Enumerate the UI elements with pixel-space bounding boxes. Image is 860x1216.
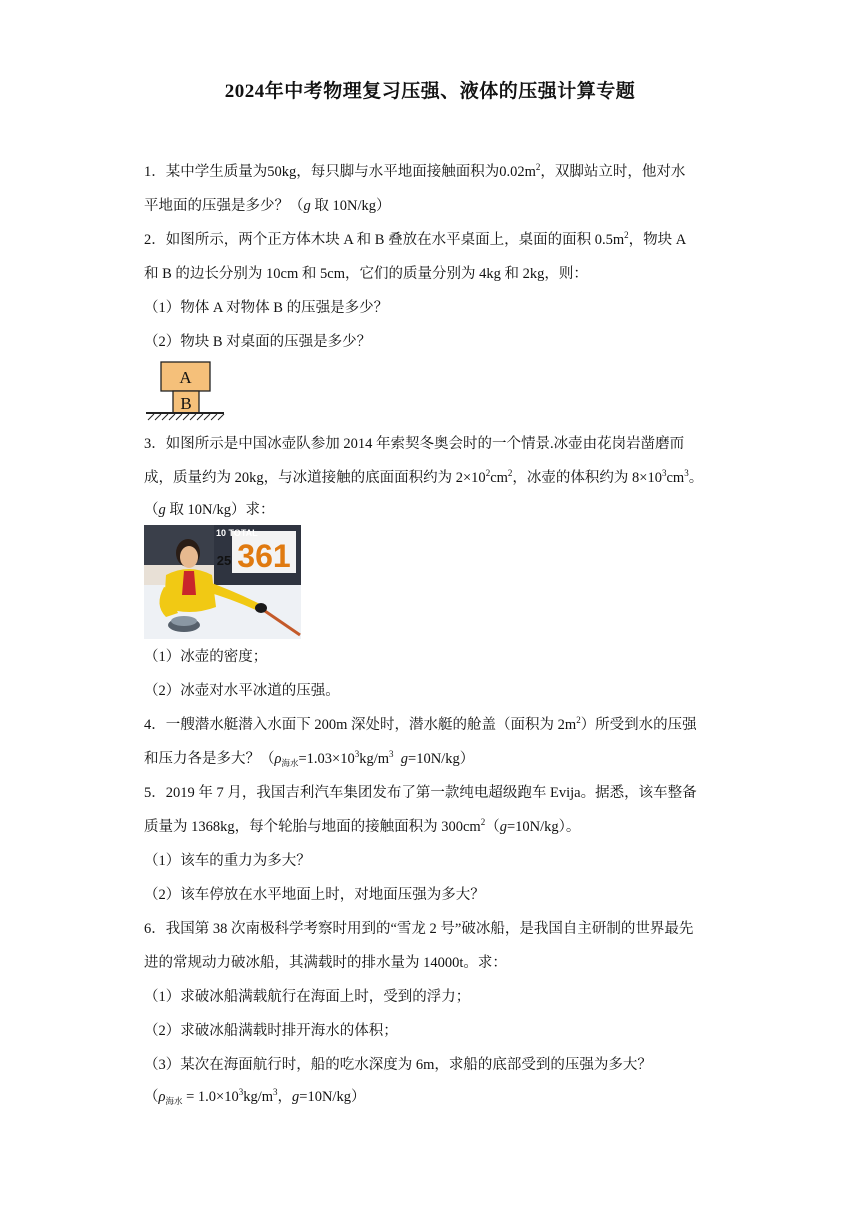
q4-text: kg/m	[359, 751, 390, 767]
superscript: 3	[238, 1087, 244, 1097]
q3-text: 。	[688, 470, 704, 486]
photo-scoreboard-number: 361	[237, 538, 291, 574]
superscript: 2	[480, 817, 486, 827]
q2-line-2: 和 B 的边长分别为 10cm 和 5cm，它们的质量分别为 4kg 和 2kg，则：	[144, 266, 588, 282]
photo-scoreboard-top: 10 TOTAL	[216, 528, 258, 538]
q3-text: cm	[490, 470, 508, 486]
q4-text: 和压力各是多大？（	[144, 751, 275, 767]
superscript: 2	[535, 162, 541, 172]
curling-photo	[144, 525, 301, 639]
q1-text: 平地面的压强是多少？（	[144, 198, 304, 214]
q5-text: =10N/kg）。	[506, 819, 581, 835]
stacked-blocks-figure	[144, 360, 228, 422]
q3-text: 取 10N/kg）求：	[165, 502, 275, 518]
superscript: 3	[661, 468, 667, 478]
q2-text: ，物块 A	[628, 232, 687, 248]
g-symbol: g	[292, 1089, 300, 1105]
superscript: 2	[485, 468, 491, 478]
q3-line-3	[144, 500, 724, 520]
q6-formula	[144, 1087, 724, 1107]
q1-line-2	[144, 196, 724, 216]
superscript: 2	[624, 230, 629, 240]
q6-line-1: 6．我国第 38 次南极科学考察时用到的“雪龙 2 号”破冰船，是我国自主研制的世界最先	[144, 921, 694, 937]
q3-text: ，冰壶的体积约为 8×10	[512, 470, 662, 486]
q2-sub-1: （1）物体 A 对物体 B 的压强是多少？	[144, 300, 389, 316]
superscript: 3	[354, 749, 360, 759]
rho-symbol: ρ	[274, 751, 282, 767]
q2-text: 2．如图所示，两个正方体木块 A 和 B 叠放在水平桌面上，桌面的面积 0.5m	[144, 232, 625, 248]
subscript: 海水	[281, 758, 299, 768]
g-symbol: g	[303, 198, 311, 214]
table-hatching	[148, 414, 224, 420]
q6-sub-2: （2）求破冰船满载时排开海水的体积；	[144, 1023, 398, 1039]
q1-text: 取 10N/kg）	[310, 198, 391, 214]
q1-line-1	[144, 162, 724, 182]
q6-text: kg/m	[243, 1089, 274, 1105]
q4-line-2	[144, 749, 724, 769]
curling-photo-illustration	[144, 525, 301, 639]
q6-text: =10N/kg）	[299, 1089, 366, 1105]
q3-line-1: 3．如图所示是中国冰壶队参加 2014 年索契冬奥会时的一个情景.冰壶由花岗岩凿磨而	[144, 436, 685, 452]
superscript: 3	[389, 749, 394, 759]
q4-line-1	[144, 715, 724, 735]
page-title: 2024年中考物理复习压强、液体的压强计算专题	[224, 81, 636, 102]
q4-text: =1.03×10	[298, 751, 355, 767]
q5-text: 质量为 1368kg，每个轮胎与地面的接触面积为 300cm	[144, 819, 481, 835]
q3-text: 成，质量约为 20kg，与冰道接触的底面面积约为 2×10	[144, 470, 486, 486]
q5-line-1: 5．2019 年 7 月，我国吉利汽车集团发布了第一款纯电超级跑车 Evija。据悉，该车整备	[144, 785, 697, 801]
block-a-label: A	[179, 368, 192, 387]
q6-sub-3: （3）某次在海面航行时，船的吃水深度为 6m，求船的底部受到的压强为多大？	[144, 1057, 652, 1073]
g-symbol: g	[158, 502, 166, 518]
g-symbol: g	[499, 819, 507, 835]
q4-text: =10N/kg）	[408, 751, 475, 767]
q1-text: ，双脚站立时，他对水	[540, 164, 686, 180]
rho-symbol: ρ	[158, 1089, 166, 1105]
q6-text: （	[144, 1089, 159, 1105]
superscript: 3	[684, 468, 689, 478]
superscript: 3	[273, 1087, 278, 1097]
q6-text: ，	[277, 1089, 293, 1105]
q3-sub-1: （1）冰壶的密度；	[144, 649, 268, 665]
q3-text: （	[144, 502, 159, 518]
subscript: 海水	[165, 1096, 183, 1106]
q6-sub-1: （1）求破冰船满载航行在海面上时，受到的浮力；	[144, 989, 471, 1005]
g-symbol: g	[400, 751, 409, 767]
q1-text: 1．某中学生质量为50kg，每只脚与水平地面接触面积为0.02m	[144, 164, 536, 180]
q2-line-1	[144, 230, 724, 250]
q4-text: 4．一艘潜水艇潜入水面下 200m 深处时，潜水艇的舱盖（面积为 2m	[144, 717, 577, 733]
q5-line-2	[144, 817, 724, 837]
superscript: 2	[507, 468, 513, 478]
q5-sub-2: （2）该车停放在水平地面上时，对地面压强为多大？	[144, 887, 485, 903]
q4-text: ）所受到水的压强	[580, 717, 697, 733]
photo-scoreboard-small: 25	[216, 553, 232, 568]
q5-sub-1: （1）该车的重力为多大？	[144, 853, 311, 869]
q3-text: cm	[666, 470, 685, 486]
q6-line-2: 进的常规动力破冰船，其满载时的排水量为 14000t。求：	[144, 955, 507, 971]
q3-line-2	[144, 468, 724, 488]
q5-text: （	[485, 819, 500, 835]
q2-sub-2: （2）物块 B 对桌面的压强是多少？	[144, 334, 372, 350]
q6-text: = 1.0×10	[182, 1089, 239, 1105]
q3-sub-2: （2）冰壶对水平冰道的压强。	[144, 683, 340, 699]
block-b-label: B	[180, 394, 192, 413]
superscript: 2	[576, 715, 581, 725]
